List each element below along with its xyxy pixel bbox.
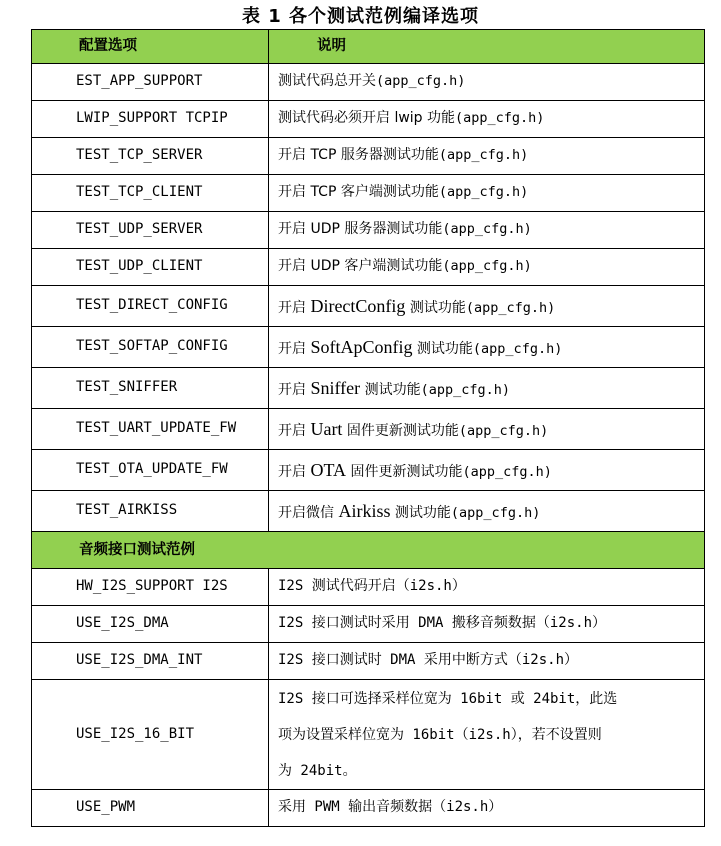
option-name: HW_I2S_SUPPORT I2S	[32, 569, 269, 606]
desc-line: 为 24bit。	[278, 763, 357, 779]
desc-file: (app_cfg.h)	[442, 258, 532, 275]
desc-suffix: 固件更新测试功能	[346, 463, 463, 480]
desc-text: 开启 UDP 客户端测试功能	[278, 258, 443, 275]
table-row	[32, 569, 705, 606]
table-caption: 表 1 各个测试范例编译选项	[241, 6, 480, 27]
desc-text: 开启 TCP 服务器测试功能	[278, 147, 439, 164]
option-description	[269, 64, 705, 101]
desc-suffix: 测试功能	[405, 299, 466, 316]
desc-text: 开启 UDP 服务器测试功能	[278, 221, 443, 238]
option-description: I2S 测试代码开启（i2s.h）	[269, 569, 705, 606]
desc-file: (app_cfg.h)	[455, 110, 545, 127]
desc-line: 项为设置采样位宽为 16bit（i2s.h），若不设置则	[278, 727, 602, 743]
table-row	[32, 138, 705, 175]
desc-text: 开启 TCP 客户端测试功能	[278, 184, 439, 201]
option-name: USE_I2S_DMA	[32, 606, 269, 643]
option-description: I2S 接口测试时 DMA 采用中断方式（i2s.h）	[269, 643, 705, 680]
option-name: EST_APP_SUPPORT	[32, 64, 269, 101]
desc-file: (app_cfg.h)	[442, 221, 532, 238]
table-row	[32, 175, 705, 212]
option-name: USE_PWM	[32, 790, 269, 827]
desc-text: 测试代码必须开启 lwip 功能	[278, 110, 456, 127]
option-description	[269, 680, 705, 790]
option-description	[269, 286, 705, 327]
desc-feature: Sniffer	[310, 377, 361, 398]
option-name: TEST_OTA_UPDATE_FW	[32, 450, 269, 491]
desc-file: (app_cfg.h)	[462, 463, 552, 480]
section-title-audio: 音频接口测试范例	[32, 532, 705, 569]
table-row	[32, 212, 705, 249]
option-name: TEST_SOFTAP_CONFIG	[32, 327, 269, 368]
desc-file: (app_cfg.h)	[472, 340, 563, 357]
table-row	[32, 643, 705, 680]
desc-suffix: 固件更新测试功能	[342, 422, 459, 439]
option-description	[269, 175, 705, 212]
option-name: TEST_UART_UPDATE_FW	[32, 409, 269, 450]
compile-options-table	[31, 29, 705, 827]
option-description: I2S 接口测试时采用 DMA 搬移音频数据（i2s.h）	[269, 606, 705, 643]
option-description	[269, 368, 705, 409]
option-name: USE_I2S_DMA_INT	[32, 643, 269, 680]
desc-file: (app_cfg.h)	[438, 147, 529, 164]
option-description	[269, 249, 705, 286]
desc-feature: SoftApConfig	[310, 336, 413, 357]
section-header-row	[32, 532, 705, 569]
option-description	[269, 409, 705, 450]
table-row	[32, 327, 705, 368]
table-row	[32, 286, 705, 327]
desc-suffix: 测试功能	[360, 381, 421, 398]
option-description	[269, 101, 705, 138]
desc-prefix: 开启微信	[278, 504, 339, 521]
table-row	[32, 680, 705, 790]
option-description	[269, 212, 705, 249]
option-description	[269, 327, 705, 368]
table-row	[32, 409, 705, 450]
desc-prefix: 开启	[278, 340, 311, 357]
desc-prefix: 开启	[278, 299, 311, 316]
desc-feature: DirectConfig	[310, 295, 406, 316]
desc-suffix: 测试功能	[412, 340, 473, 357]
option-description	[269, 138, 705, 175]
desc-file: (app_cfg.h)	[438, 184, 529, 201]
option-name: TEST_UDP_SERVER	[32, 212, 269, 249]
desc-file: (app_cfg.h)	[376, 73, 466, 90]
table-row	[32, 606, 705, 643]
desc-prefix: 开启	[278, 422, 311, 439]
header-description: 说明	[269, 30, 705, 64]
table-row	[32, 368, 705, 409]
option-name: TEST_AIRKISS	[32, 491, 269, 532]
desc-line: I2S 接口可选择采样位宽为 16bit 或 24bit，此选	[278, 691, 618, 707]
option-description: 采用 PWM 输出音频数据（i2s.h）	[269, 790, 705, 827]
option-name: TEST_UDP_CLIENT	[32, 249, 269, 286]
desc-feature: Uart	[310, 418, 343, 439]
table-row	[32, 450, 705, 491]
desc-file: (app_cfg.h)	[450, 504, 541, 521]
option-description	[269, 450, 705, 491]
desc-file: (app_cfg.h)	[458, 422, 549, 439]
desc-prefix: 开启	[278, 381, 311, 398]
table-header-row	[32, 30, 705, 64]
option-name: TEST_TCP_SERVER	[32, 138, 269, 175]
table-row	[32, 249, 705, 286]
table-row	[32, 101, 705, 138]
table-row	[32, 64, 705, 101]
desc-suffix: 测试功能	[390, 504, 451, 521]
desc-feature: Airkiss	[338, 500, 391, 521]
option-description	[269, 491, 705, 532]
option-name: TEST_DIRECT_CONFIG	[32, 286, 269, 327]
option-name: TEST_TCP_CLIENT	[32, 175, 269, 212]
table-row	[32, 491, 705, 532]
table-row	[32, 790, 705, 827]
desc-prefix: 开启	[278, 463, 311, 480]
option-name: TEST_SNIFFER	[32, 368, 269, 409]
option-name: USE_I2S_16_BIT	[32, 680, 269, 790]
desc-text: 测试代码总开关	[278, 73, 376, 90]
header-config-option: 配置选项	[32, 30, 269, 64]
desc-file: (app_cfg.h)	[420, 381, 510, 398]
desc-file: (app_cfg.h)	[465, 299, 556, 316]
desc-feature: OTA	[310, 459, 347, 480]
option-name: LWIP_SUPPORT TCPIP	[32, 101, 269, 138]
